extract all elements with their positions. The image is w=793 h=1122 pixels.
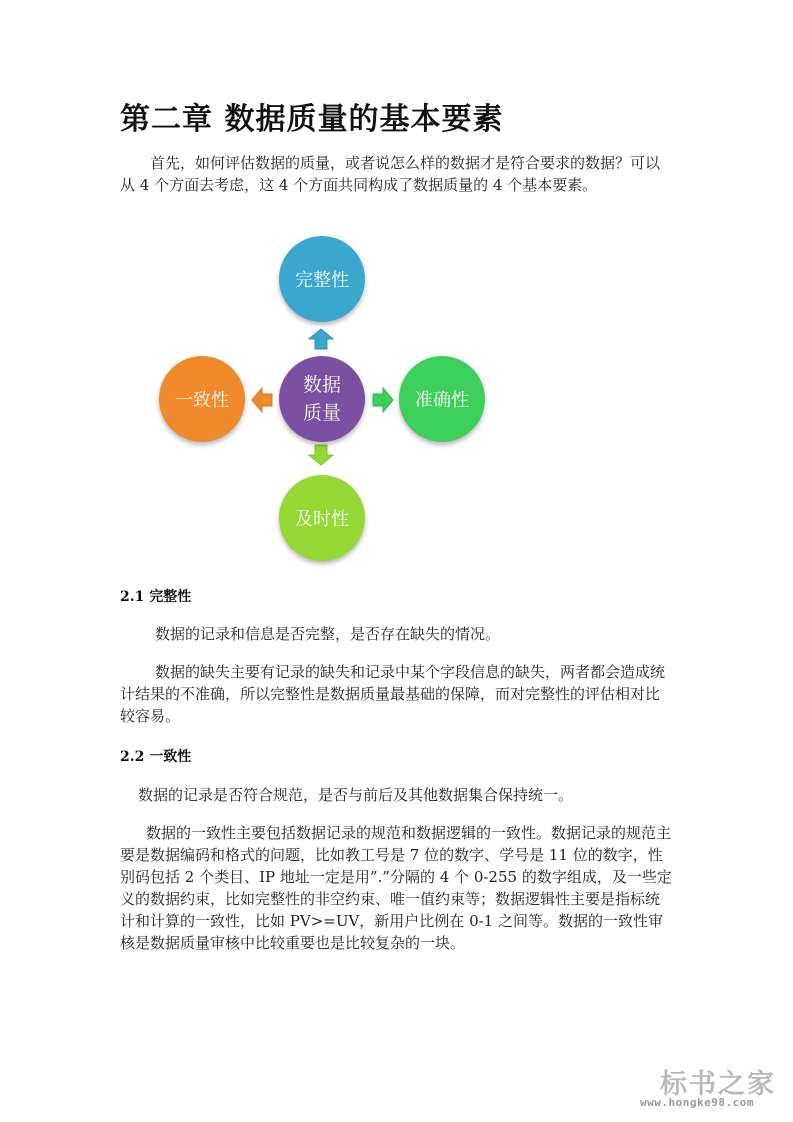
data-quality-diagram xyxy=(150,232,510,572)
watermark-name: 标书之家 xyxy=(660,1069,776,1100)
accuracy-label: 准确性 xyxy=(415,390,469,411)
center-label-line1: 数据 xyxy=(302,374,341,396)
arrow-up-icon xyxy=(308,328,334,350)
chapter-title: 第二章 数据质量的基本要素 xyxy=(120,102,504,137)
section-2-2-heading: 2.2 一致性 xyxy=(120,749,192,765)
circle-accuracy xyxy=(399,356,485,442)
arrow-left-icon xyxy=(251,387,273,413)
circle-consistency xyxy=(159,356,245,442)
circle-completeness xyxy=(279,236,365,322)
arrow-right-icon xyxy=(372,387,394,413)
arrow-down-icon xyxy=(308,444,334,466)
timeliness-label: 及时性 xyxy=(295,509,349,530)
section-2-1-heading: 2.1 完整性 xyxy=(120,589,192,605)
section-2-2-paragraph-1: 数据的记录是否符合规范，是否与前后及其他数据集合保持统一。 xyxy=(138,786,574,804)
watermark-logo xyxy=(640,1062,780,1112)
section-2-1-paragraph-2: 数据的缺失主要有记录的缺失和记录中某个字段信息的缺失，两者都会造成统计结果的不准确，所以完整性是数据质量最基础的保障，而对完整性的评估相对比较容易。 xyxy=(120,663,666,725)
section-2-2-paragraph-2: 数据的一致性主要包括数据记录的规范和数据逻辑的一致性。数据记录的规范主要是数据编码和格式的问题，比如教工号是 7 位的数字、学号是 11 位的数字，性别码包括 2 个类目、IP 地址一定是用”.”分隔的 4 个 0-255 的数字组成，及一些定义的数据约束，比如完整性的非空约束、唯一值约束等；数据逻辑性主要是指标统计和计算的一致性，比如 PV>=UV，新用户比例在 0-1 之间等。数据的一致性审核是数据质量审核中比较重要也是比较复杂的一块。 xyxy=(120,824,672,952)
center-label-line2: 质量 xyxy=(302,402,341,424)
section-2-1-paragraph-1: 数据的记录和信息是否完整，是否存在缺失的情况。 xyxy=(155,625,501,643)
consistency-label: 一致性 xyxy=(175,390,229,411)
completeness-label: 完整性 xyxy=(295,270,349,291)
intro-paragraph: 首先，如何评估数据的质量，或者说怎么样的数据才是符合要求的数据？可以从 4 个方面去考虑，这 4 个方面共同构成了数据质量的 4 个基本要素。 xyxy=(120,154,661,194)
center-circle-data-quality xyxy=(279,356,365,442)
circle-timeliness xyxy=(279,475,365,561)
watermark-url: www.hongke98.com xyxy=(640,1096,754,1109)
